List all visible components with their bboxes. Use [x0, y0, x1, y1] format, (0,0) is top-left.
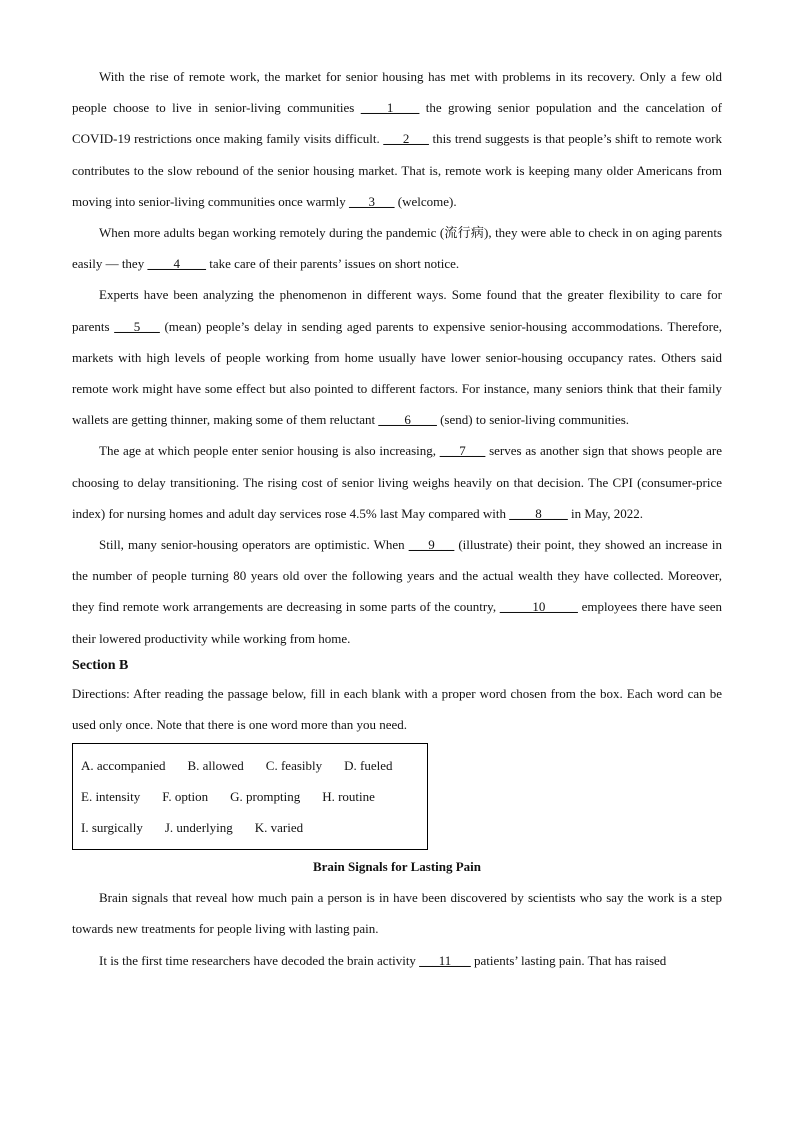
- answer-blank[interactable]: ___5___: [114, 318, 160, 334]
- answer-blank[interactable]: ___2___: [383, 131, 429, 147]
- answer-blank[interactable]: ____4____: [147, 256, 206, 272]
- word-option: A. accompanied: [81, 758, 166, 774]
- section-a-passage: [72, 61, 722, 654]
- text-run: Brain signals that reveal how much pain a person is in have been discovered by scientists who say the work is a step towards new treatments for people living with lasting pain.: [72, 890, 722, 937]
- word-option: I. surgically: [81, 820, 143, 836]
- word-option: F. option: [162, 789, 209, 805]
- text-run: The age at which people enter senior housing is also increasing,: [99, 443, 440, 459]
- text-run: (illustrate) their point, they showed an increase in the number of people turning 80 years old over the following years and the actual wealth they have collected. Moreover, they find remote work arrangements are decreasing in some parts of the country,: [72, 537, 722, 615]
- text-run: Still, many senior-housing operators are optimistic. When: [99, 537, 409, 553]
- text-run: take care of their parents’ issues on short notice.: [205, 256, 460, 272]
- text-run: (mean) people’s delay in sending aged parents to expensive senior-housing accommodations. Therefore, markets with high levels of people working from home usually have lower senior-housing occupancy rates. Others said remote work might have some effect but also pointed to different factors. For instance, many seniors think that their family wallets are getting thinner, making some of them reluctant: [72, 318, 722, 428]
- word-row: [81, 781, 427, 812]
- text-run: (welcome).: [394, 193, 457, 209]
- answer-blank[interactable]: ____6____: [378, 412, 437, 428]
- word-option: K. varied: [254, 820, 304, 836]
- answer-blank[interactable]: ___9___: [408, 537, 455, 553]
- answer-blank[interactable]: _____10_____: [499, 599, 578, 615]
- paragraph: [72, 435, 722, 529]
- text-run: this trend suggests is that people’s shift to remote work contributes to the slow rebound of the senior housing market. That is, remote work is keeping many older Americans from moving into senior-living communities once warmly: [72, 131, 723, 209]
- word-row: [81, 750, 427, 781]
- section-b-title: Section B: [72, 657, 129, 673]
- answer-blank[interactable]: ____8____: [509, 505, 568, 521]
- directions: Directions: After reading the passage below, fill in each blank with a proper word chosen from the box. Each word can be used only once. Note that there is one word more than you need.: [72, 685, 722, 733]
- paragraph: [72, 217, 722, 279]
- word-box: [72, 743, 428, 850]
- paragraph: [72, 945, 722, 976]
- answer-blank[interactable]: ____1____: [360, 100, 420, 116]
- paragraph: [72, 529, 722, 654]
- paragraph: [72, 61, 722, 217]
- word-option: E. intensity: [81, 789, 141, 805]
- text-run: It is the first time researchers have decoded the brain activity: [99, 952, 420, 968]
- text-run: When more adults began working remotely during the pandemic (流行病), they were able to check in on aging parents easily — they: [72, 225, 722, 272]
- text-run: the growing senior population and the cancelation of COVID-19 restrictions once making family visits difficult.: [72, 100, 722, 147]
- text-run: Experts have been analyzing the phenomenon in different ways. Some found that the greater flexibility to care for parents: [72, 287, 722, 334]
- text-run: patients’ lasting pain. That has raised: [470, 952, 667, 968]
- article-title: Brain Signals for Lasting Pain: [312, 859, 482, 875]
- word-option: B. allowed: [187, 758, 244, 774]
- text-run: (send) to senior-living communities.: [436, 412, 630, 428]
- paragraph: [72, 279, 722, 435]
- text-run: serves as another sign that shows people are choosing to delay transitioning. The rising cost of senior living weighs heavily on that decision. The CPI (consumer-price index) for nursing homes and adult day services rose 4.5% last May compared with: [72, 443, 722, 521]
- word-option: H. routine: [322, 789, 375, 805]
- word-row: [81, 812, 427, 843]
- word-option: G. prompting: [230, 789, 301, 805]
- paragraph: [72, 882, 722, 944]
- word-option: C. feasibly: [265, 758, 323, 774]
- word-option: J. underlying: [164, 820, 233, 836]
- page: [72, 61, 722, 976]
- answer-blank[interactable]: ___7___: [439, 443, 486, 459]
- text-run: employees there have seen their lowered productivity while working from home.: [72, 599, 722, 646]
- word-option: D. fueled: [344, 758, 393, 774]
- text-run: With the rise of remote work, the market for senior housing has met with problems in its recovery. Only a few old people choose to live in senior-living communities: [72, 69, 722, 116]
- answer-blank[interactable]: ___11___: [419, 952, 471, 968]
- text-run: in May, 2022.: [567, 505, 644, 521]
- answer-blank[interactable]: ___3___: [349, 193, 395, 209]
- section-b-passage: [72, 882, 722, 976]
